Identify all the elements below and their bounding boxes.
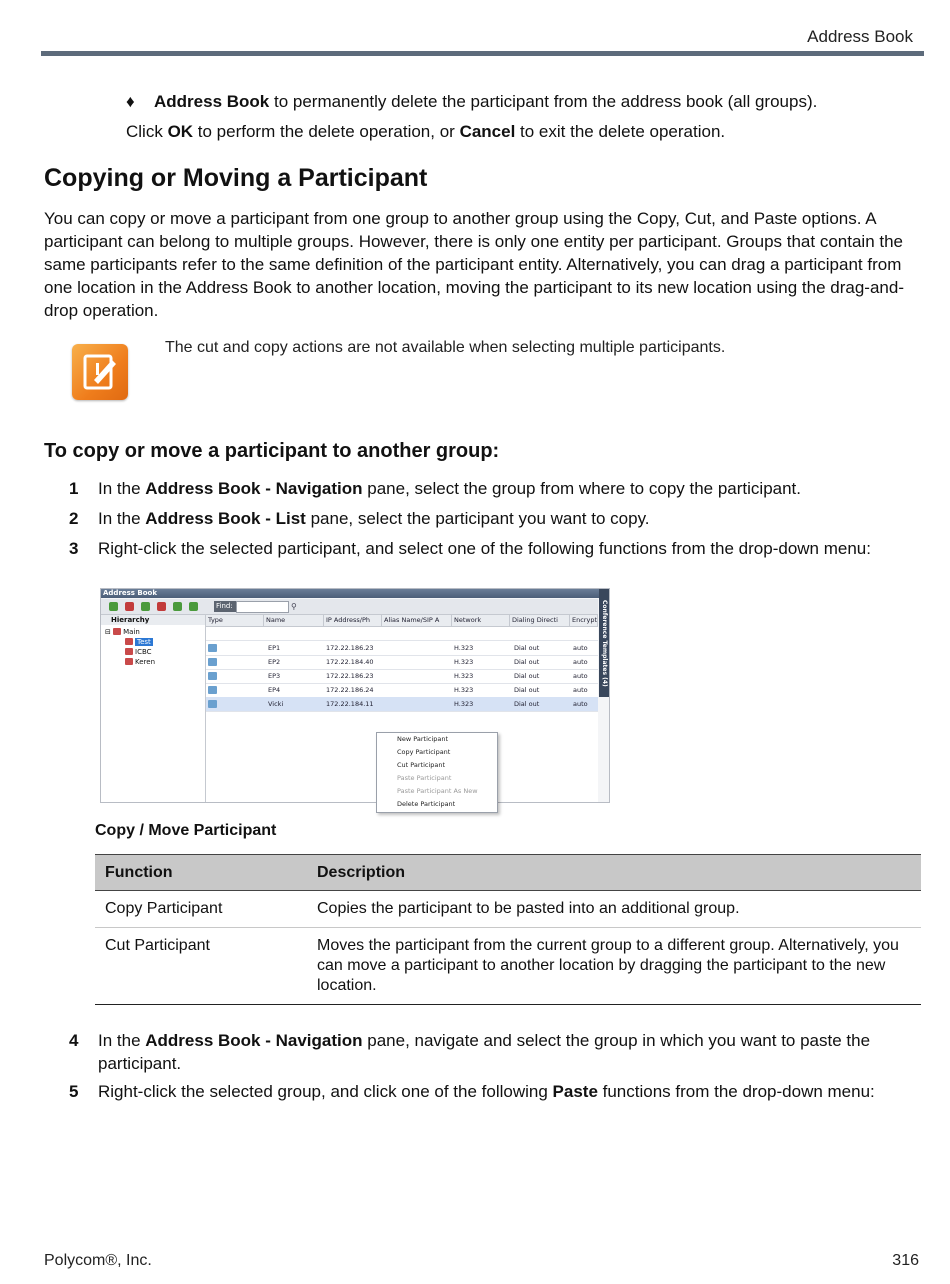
address-book-screenshot [100, 588, 610, 808]
endpoint-icon [208, 700, 217, 708]
header-rule [41, 51, 924, 56]
table-header-row [95, 855, 921, 891]
tree-node-icbc[interactable]: ICBC [125, 648, 152, 657]
step-item: 5 Right-click the selected group, and click one of the following Paste functions from the drop-down menu: [69, 1082, 875, 1101]
group-icon [113, 628, 121, 635]
table-row-selected[interactable]: Vicki 172.22.184.11 H.323 Dial out auto [206, 697, 598, 712]
step-item: 4 In the Address Book - Navigation pane, navigate and select the group in which you want to paste the participant. [69, 1031, 871, 1073]
menu-item-copy-participant[interactable]: Copy Participant [397, 748, 451, 756]
page-number: 316 [892, 1252, 919, 1269]
table-row[interactable]: EP4 172.22.186.24 H.323 Dial out auto [206, 683, 598, 698]
group-icon [125, 658, 133, 665]
hierarchy-header: Hierarchy [101, 615, 205, 625]
bullet-item: ♦ Address Book to permanently delete the participant from the address book (all groups). [126, 92, 818, 111]
column-header[interactable]: Type [206, 615, 264, 626]
add-participant-icon[interactable] [109, 602, 118, 611]
navigation-pane [101, 615, 206, 802]
column-header[interactable]: Dialing Directi [510, 615, 570, 626]
table-row [95, 891, 921, 928]
table-caption: Copy / Move Participant [95, 822, 277, 839]
search-icon[interactable]: ⚲ [291, 602, 297, 611]
footer-company: Polycom®, Inc. [44, 1252, 152, 1269]
column-header[interactable]: IP Address/Ph [324, 615, 382, 626]
participant-list-pane [206, 615, 598, 808]
group-icon [125, 648, 133, 655]
function-table [95, 854, 921, 1005]
note-pencil-icon [72, 344, 128, 400]
procedure-heading: To copy or move a participant to another group: [44, 440, 500, 462]
table-row [95, 928, 921, 1005]
column-header: Description [307, 855, 921, 891]
running-header: Address Book [807, 27, 913, 46]
column-header[interactable]: Encrypt [572, 616, 597, 624]
tree-node-main[interactable]: ⊟ Main [105, 628, 140, 636]
endpoint-icon [208, 672, 217, 680]
toolbar [101, 599, 598, 615]
export-icon[interactable] [189, 602, 198, 611]
delete-icon[interactable] [125, 602, 134, 611]
column-header[interactable]: Name [264, 615, 324, 626]
conference-templates-tab[interactable]: Conference Templates (4) [599, 589, 609, 697]
tree-node-keren[interactable]: Keren [125, 658, 155, 667]
step-item: 1 In the Address Book - Navigation pane, select the group from where to copy the participant. [69, 479, 802, 498]
click-instruction: Click OK to perform the delete operation, or Cancel to exit the delete operation. [126, 122, 726, 141]
function-cell: Cut Participant [95, 928, 307, 1005]
menu-item-cut-participant[interactable]: Cut Participant [397, 761, 446, 769]
endpoint-icon [208, 644, 217, 652]
menu-item-delete-participant[interactable]: Delete Participant [397, 800, 456, 808]
menu-item-new-participant[interactable]: New Participant [397, 735, 449, 743]
intro-paragraph: You can copy or move a participant from one group to another group using the Copy, Cut, and Paste options. A participant can belong to multiple groups. However, there is only one entity per participant. Groups that contain the same participants refer to the same definition of the participant entity. Alternatively, you can drag a participant from one location in the Address Book to another location, moving the participant to its new location using the drag-and-drop operation. [44, 209, 904, 320]
add-group-icon[interactable] [141, 602, 150, 611]
table-row[interactable]: EP3 172.22.186.23 H.323 Dial out auto [206, 669, 598, 684]
table-row[interactable]: EP1 172.22.186.23 H.323 Dial out auto [206, 641, 598, 656]
find-input[interactable] [236, 601, 289, 613]
description-cell: Copies the participant to be pasted into an additional group. [307, 891, 921, 928]
endpoint-icon [208, 686, 217, 694]
note-text: The cut and copy actions are not available when selecting multiple participants. [165, 339, 726, 356]
step-item: 2 In the Address Book - List pane, select the participant you want to copy. [69, 509, 650, 528]
section-heading: Copying or Moving a Participant [44, 164, 428, 192]
find-label: Find: [214, 601, 236, 612]
menu-item-paste-participant: Paste Participant [397, 774, 452, 782]
menu-item-paste-as-new: Paste Participant As New [397, 787, 478, 795]
filter-row [206, 627, 598, 641]
tree-node-test[interactable]: Test [125, 638, 153, 647]
table-row[interactable]: EP2 172.22.184.40 H.323 Dial out auto [206, 655, 598, 670]
window-title: Address Book [101, 589, 600, 598]
column-header-row [206, 615, 598, 627]
context-menu [376, 732, 498, 813]
step-item: 3 Right-click the selected participant, and select one of the following functions from the drop-down menu: [69, 539, 871, 558]
import-icon[interactable] [173, 602, 182, 611]
endpoint-icon [208, 658, 217, 666]
delete-group-icon[interactable] [157, 602, 166, 611]
group-icon [125, 638, 133, 645]
function-cell: Copy Participant [95, 891, 307, 928]
description-cell: Moves the participant from the current group to a different group. Alternatively, you can move a participant to another location by dragging the participant to the new location. [307, 928, 921, 1005]
diamond-bullet-icon: ♦ [126, 92, 135, 111]
column-header[interactable]: Network [452, 615, 510, 626]
column-header: Function [95, 855, 307, 891]
column-header[interactable]: Alias Name/SIP A [382, 615, 452, 626]
